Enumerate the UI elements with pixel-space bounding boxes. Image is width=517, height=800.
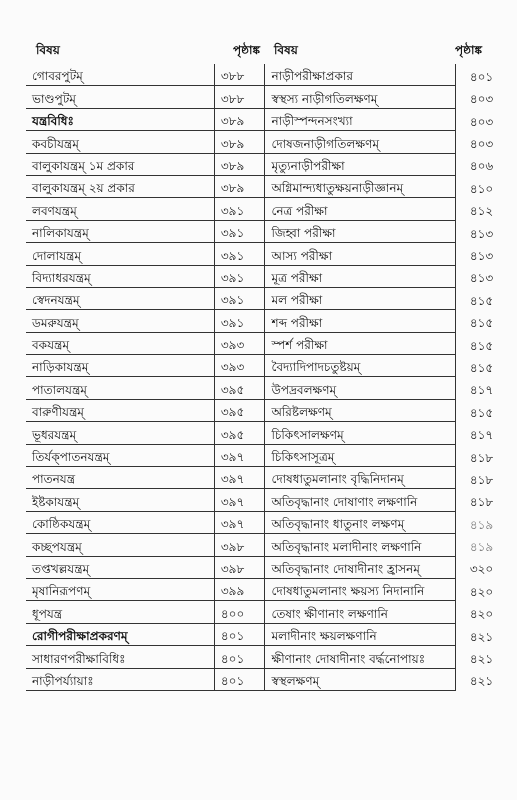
contents-table-body: [26, 64, 517, 690]
page-number-left: ৩৮৮: [214, 86, 265, 108]
topic-right: অরিষ্টলক্ষণম্: [265, 399, 455, 421]
topic-right: দোষধাতুমলানাং ক্ষয়স্য নিদানানি: [265, 578, 455, 600]
contents-row: [26, 444, 517, 466]
page-number-left: ৩৮৮: [214, 64, 265, 86]
contents-row: [26, 623, 517, 645]
topic-left: মৃষানিরূপণম্: [26, 578, 214, 600]
contents-row: [26, 377, 517, 399]
topic-right: আস্য পরীক্ষা: [265, 243, 455, 265]
page-number-left: ৩৯১: [214, 265, 265, 287]
contents-row: [26, 399, 517, 421]
topic-right: অগ্নিমান্দ্যধাতুক্ষয়নাড়ীজ্ঞানম্: [265, 175, 455, 197]
topic-left: নালিকাযন্ত্রম্: [26, 220, 214, 242]
topic-right: চিকিৎসালক্ষণম্: [265, 422, 455, 444]
page-number-right: ৪১৫: [469, 405, 494, 420]
page-number-left: ৪০১: [214, 646, 265, 668]
contents-row: [26, 422, 517, 444]
topic-right: স্পর্শ পরীক্ষা: [265, 332, 455, 354]
page-number-left: ৩৯৭: [214, 444, 265, 466]
page-number-left: ৩৯৮: [214, 534, 265, 556]
topic-left: পাতনযন্ত্র: [26, 467, 214, 489]
page-number-left: ৩৯৫: [214, 422, 265, 444]
page-number-left: ৩৮৯: [214, 108, 265, 130]
topic-right: অতিবৃদ্ধানাং ধাতুনাং লক্ষণম্: [265, 511, 455, 533]
topic-right: অতিবৃদ্ধানাং দোষাণাং লক্ষণানি: [265, 489, 455, 511]
topic-right: স্বস্থস্য নাড়ীগতিলক্ষণম্: [265, 86, 455, 108]
header-page-label: পৃষ্ঠাঙ্ক: [233, 43, 260, 57]
topic-left: ভাণ্ডপুটম্: [26, 86, 214, 108]
page-number-left: ৩৯১: [214, 220, 265, 242]
topic-right: মল পরীক্ষা: [265, 287, 455, 309]
topic-left: ধূপযন্ত্র: [26, 601, 214, 623]
contents-table: [26, 64, 517, 691]
contents-row: [26, 86, 517, 108]
page-number-left: ৩৯৭: [214, 489, 265, 511]
page-number-right: ৪১৩: [469, 249, 494, 264]
header-page-label-2: পৃষ্ঠাঙ্ক: [455, 43, 482, 57]
page-number-right: ৪১২: [469, 204, 494, 219]
contents-row: [26, 64, 517, 86]
topic-right: দোষজনাড়ীগতিলক্ষণম্: [265, 131, 455, 153]
page-number-right: ৪০১: [469, 69, 494, 84]
column-header: [0, 42, 517, 62]
page-number-left: ৩৯১: [214, 243, 265, 265]
page-number-right: ৪১৫: [469, 360, 494, 375]
topic-left: কোষ্ঠিকযন্ত্রম্: [26, 511, 214, 533]
topic-right: নাড়ীপরীক্ষাপ্রকার: [265, 64, 455, 86]
page-number-right: ৪১৫: [469, 293, 494, 308]
topic-left: কচ্ছপযন্ত্রম্: [26, 534, 214, 556]
topic-left: যন্ত্রবিধিঃ: [26, 108, 214, 130]
topic-right: মৃত্যুনাড়ীপরীক্ষা: [265, 153, 455, 175]
page-number-left: ৩৯৫: [214, 399, 265, 421]
topic-left: দোলাযন্ত্রম্: [26, 243, 214, 265]
page-number-left: ৩৮৯: [214, 153, 265, 175]
page-number-right: ৪১৯: [469, 517, 494, 532]
topic-left: বালুকাযন্ত্রম্ ১ম প্রকার: [26, 153, 214, 175]
topic-left: নাড়িকাযন্ত্রম্: [26, 355, 214, 377]
topic-left: ডমরুযন্ত্রম্: [26, 310, 214, 332]
topic-right: দোষধাতুমলানাং বৃদ্ধিনিদানম্: [265, 467, 455, 489]
contents-row: [26, 131, 517, 153]
topic-left: ইষ্টকাযন্ত্রম্: [26, 489, 214, 511]
contents-row: [26, 534, 517, 556]
topic-left: ভূধরযন্ত্রম্: [26, 422, 214, 444]
topic-right: উপদ্রবলক্ষণম্: [265, 377, 455, 399]
contents-row: [26, 646, 517, 668]
page-number-right: ৪২১: [469, 629, 494, 644]
contents-row: [26, 108, 517, 130]
topic-right: নেত্র পরীক্ষা: [265, 198, 455, 220]
topic-left: তপ্তখল্লযন্ত্রম্: [26, 556, 214, 578]
topic-right: তেষাং ক্ষীণানাং লক্ষণানি: [265, 601, 455, 623]
page-number-right: ৪২১: [469, 674, 494, 689]
topic-right: চিকিৎসাসূত্রম্: [265, 444, 455, 466]
topic-right: অতিবৃদ্ধানাং মলাদীনাং লক্ষণানি: [265, 534, 455, 556]
page-number-left: ৪০১: [214, 668, 265, 690]
contents-row: [26, 153, 517, 175]
contents-row: [26, 668, 517, 690]
page-number-left: ৩৮৯: [214, 131, 265, 153]
topic-left: বালুকাযন্ত্রম্ ২য় প্রকার: [26, 175, 214, 197]
page-number-right: ৪১৫: [469, 316, 494, 331]
contents-row: [26, 332, 517, 354]
topic-left: গোবরপুটম্: [26, 64, 214, 86]
topic-right: মলাদীনাং ক্ষয়লক্ষণানি: [265, 623, 455, 645]
page-number-right: ৪১৭: [469, 383, 494, 398]
contents-row: [26, 489, 517, 511]
topic-right: স্বস্থলক্ষণম্: [265, 668, 455, 690]
page-number-right: ৩২০: [469, 562, 494, 577]
page-number-right: ৪১০: [469, 181, 494, 196]
contents-row: [26, 310, 517, 332]
topic-right: বৈদ্যাদিপাদচতুষ্টয়ম্: [265, 355, 455, 377]
header-topic-label: বিষয়: [36, 43, 60, 57]
contents-row: [26, 601, 517, 623]
contents-row: [26, 556, 517, 578]
topic-left: রোগীপরীক্ষাপ্রকরণম্: [26, 623, 214, 645]
contents-row: [26, 243, 517, 265]
topic-right: নাড়ীস্পন্দনসংখ্যা: [265, 108, 455, 130]
page-number-left: ৩৯৩: [214, 355, 265, 377]
topic-left: নাড়ীপর্য্যায়াঃ: [26, 668, 214, 690]
topic-left: বিদ্যাধরযন্ত্রম্: [26, 265, 214, 287]
contents-row: [26, 175, 517, 197]
page-number-left: ৩৯৭: [214, 511, 265, 533]
contents-row: [26, 511, 517, 533]
page-number-left: ৩৯১: [214, 198, 265, 220]
topic-right: অতিবৃদ্ধানাং দোষাদীনাং হ্রাসনম্: [265, 556, 455, 578]
topic-right: মূত্র পরীক্ষা: [265, 265, 455, 287]
topic-left: বারুণীযন্ত্রম্: [26, 399, 214, 421]
page-number-right: ৪১৮: [469, 495, 494, 510]
topic-left: সাধারণপরীক্ষাবিধিঃ: [26, 646, 214, 668]
contents-row: [26, 467, 517, 489]
page-number-left: ৩৯১: [214, 287, 265, 309]
page-number-right: ৪১৯: [469, 540, 494, 555]
topic-right: শব্দ পরীক্ষা: [265, 310, 455, 332]
page-number-right: ৪০৬: [469, 159, 494, 174]
page-number-left: ৩৯৮: [214, 556, 265, 578]
page-number-right: ৪২০: [469, 607, 494, 622]
topic-left: লবণযন্ত্রম্: [26, 198, 214, 220]
contents-row: [26, 220, 517, 242]
topic-left: তির্যক্‌পাতনযন্ত্রম্: [26, 444, 214, 466]
topic-left: কবচীযন্ত্রম্: [26, 131, 214, 153]
contents-row: [26, 578, 517, 600]
topic-left: পাতালযন্ত্রম্: [26, 377, 214, 399]
page-number-right: ৪২১: [469, 652, 494, 667]
page-number-left: ৩৯১: [214, 310, 265, 332]
page-number-right: ৪০৩: [469, 137, 494, 152]
page-number-right: ৪১৮: [469, 472, 494, 487]
page-number-left: ৩৯৫: [214, 377, 265, 399]
page-number-left: ৩৯৯: [214, 578, 265, 600]
page-number-right: ৪২০: [469, 584, 494, 599]
contents-row: [26, 287, 517, 309]
topic-left: স্বেদনযন্ত্রম্: [26, 287, 214, 309]
page-number-right: ৪০৩: [469, 92, 494, 107]
page-number-left: ৩৯৩: [214, 332, 265, 354]
page-number-left: ৩৯৭: [214, 467, 265, 489]
contents-row: [26, 265, 517, 287]
topic-right: জিহ্বা পরীক্ষা: [265, 220, 455, 242]
topic-left: বকযন্ত্রম্: [26, 332, 214, 354]
page-number-right: ৪১৩: [469, 226, 494, 241]
page-number-right: ৪১৩: [469, 271, 494, 286]
page-number-right: ৪১৭: [469, 428, 494, 443]
page-number-right: ৪১৫: [469, 338, 494, 353]
page-number-left: ৩৮৯: [214, 175, 265, 197]
contents-row: [26, 355, 517, 377]
page-number-left: ৪০১: [214, 623, 265, 645]
page-number-right: ৪১৮: [469, 450, 494, 465]
topic-right: ক্ষীণানাং দোষাদীনাং বর্দ্ধনোপায়ঃ: [265, 646, 455, 668]
page-number-left: ৪০০: [214, 601, 265, 623]
header-topic-label-2: বিষয়: [274, 43, 298, 57]
page-number-right: ৪০৩: [469, 114, 494, 129]
contents-row: [26, 198, 517, 220]
